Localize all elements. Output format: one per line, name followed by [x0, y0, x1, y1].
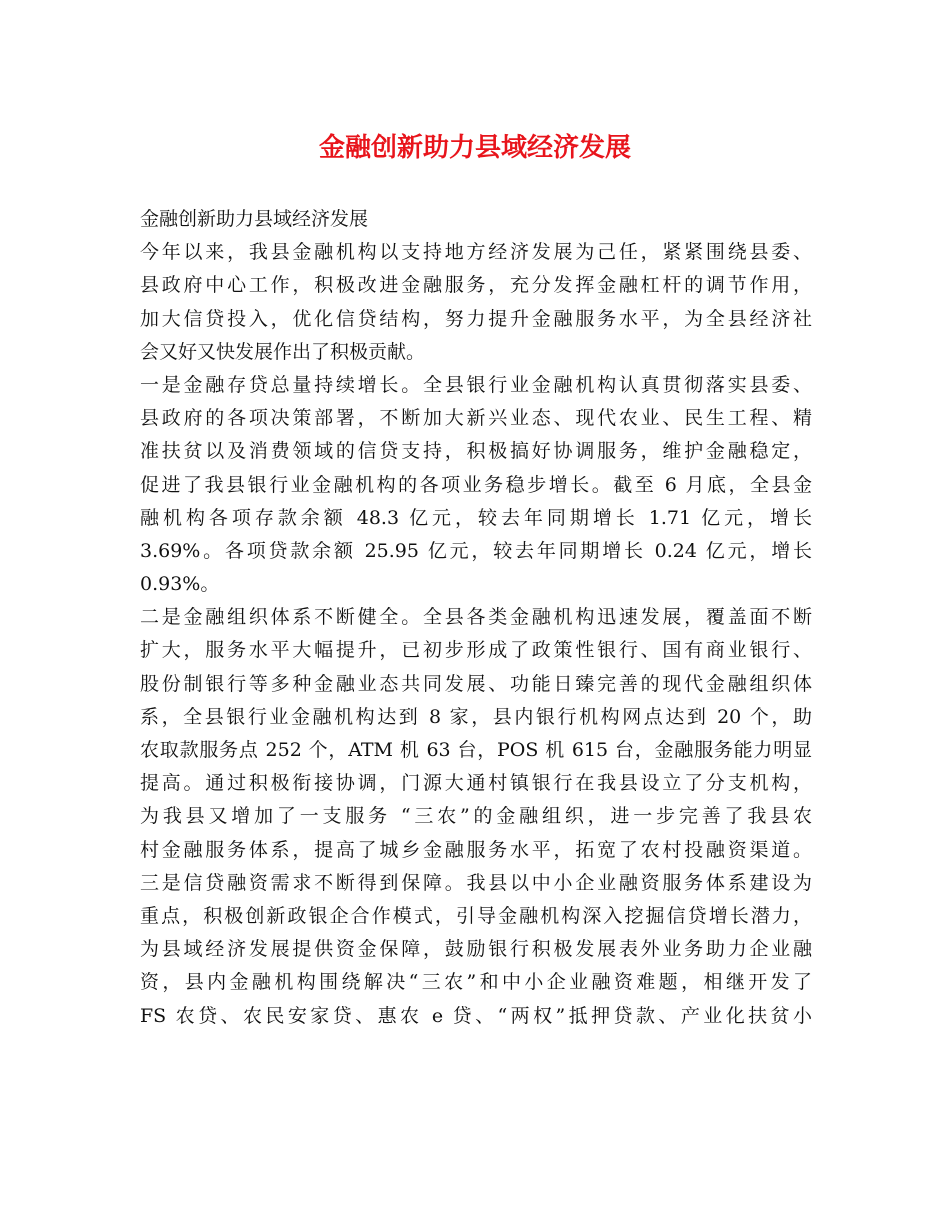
body-text-line: 农取款服务点 252 个，ATM 机 63 台，POS 机 615 台，金融服务能力明显	[140, 739, 812, 761]
body-text-line: 为县域经济发展提供资金保障，鼓励银行积极发展表外业务助力企业融	[140, 938, 812, 961]
body-text-line: 为我县又增加了一支服务 “三农”的金融组织，进一步完善了我县农	[140, 805, 812, 828]
body-text-line: 加大信贷投入，优化信贷结构，努力提升金融服务水平，为全县经济社	[140, 307, 812, 330]
body-subtitle-line: 金融创新助力县域经济发展	[140, 208, 369, 230]
body-text-line: 资，县内金融机构围绕解决“三农”和中小企业融资难题，相继开发了	[140, 971, 812, 994]
body-text-line: 扩大，服务水平大幅提升，已初步形成了政策性银行、国有商业银行、	[140, 639, 812, 662]
body-text-line: 村金融服务体系，提高了城乡金融服务水平，拓宽了农村投融资渠道。	[140, 838, 812, 861]
body-text-line: 重点，积极创新政银企合作模式，引导金融机构深入挖掘信贷增长潜力，	[140, 904, 812, 927]
body-text-line: 会又好又快发展作出了积极贡献。	[140, 340, 426, 363]
body-text-line: 县政府的各项决策部署，不断加大新兴业态、现代农业、民生工程、精	[140, 407, 812, 430]
body-text-line: 股份制银行等多种金融业态共同发展、功能日臻完善的现代金融组织体	[140, 672, 812, 695]
body-text-line: 今年以来，我县金融机构以支持地方经济发展为己任，紧紧围绕县委、	[140, 241, 812, 264]
body-text-line: 县政府中心工作，积极改进金融服务，充分发挥金融杠杆的调节作用，	[140, 274, 812, 297]
body-text-line: 0.93%。	[140, 573, 220, 596]
body-text-line: 一是金融存贷总量持续增长。全县银行业金融机构认真贯彻落实县委、	[140, 373, 812, 396]
body-text-line: 3.69%。各项贷款余额 25.95 亿元，较去年同期增长 0.24 亿元，增长	[140, 539, 812, 562]
body-text-line: 三是信贷融资需求不断得到保障。我县以中小企业融资服务体系建设为	[140, 871, 812, 894]
body-text-line: 促进了我县银行业金融机构的各项业务稳步增长。截至 6 月底，全县金	[140, 473, 812, 496]
body-text-line: 提高。通过积极衔接协调，门源大通村镇银行在我县设立了分支机构，	[140, 772, 812, 795]
document-title: 金融创新助力县域经济发展	[318, 133, 631, 163]
body-text-line: 融机构各项存款余额 48.3 亿元，较去年同期增长 1.71 亿元，增长	[140, 506, 812, 529]
body-text-line: 准扶贫以及消费领域的信贷支持，积极搞好协调服务，维护金融稳定，	[140, 440, 812, 463]
body-text-line: 二是金融组织体系不断健全。全县各类金融机构迅速发展，覆盖面不断	[140, 606, 812, 629]
body-text-line: FS 农贷、农民安家贷、惠农 e 贷、“两权”抵押贷款、产业化扶贫小	[140, 1004, 812, 1027]
body-text-line: 系，全县银行业金融机构达到 8 家，县内银行机构网点达到 20 个，助	[140, 705, 812, 728]
document-body	[140, 203, 812, 1033]
